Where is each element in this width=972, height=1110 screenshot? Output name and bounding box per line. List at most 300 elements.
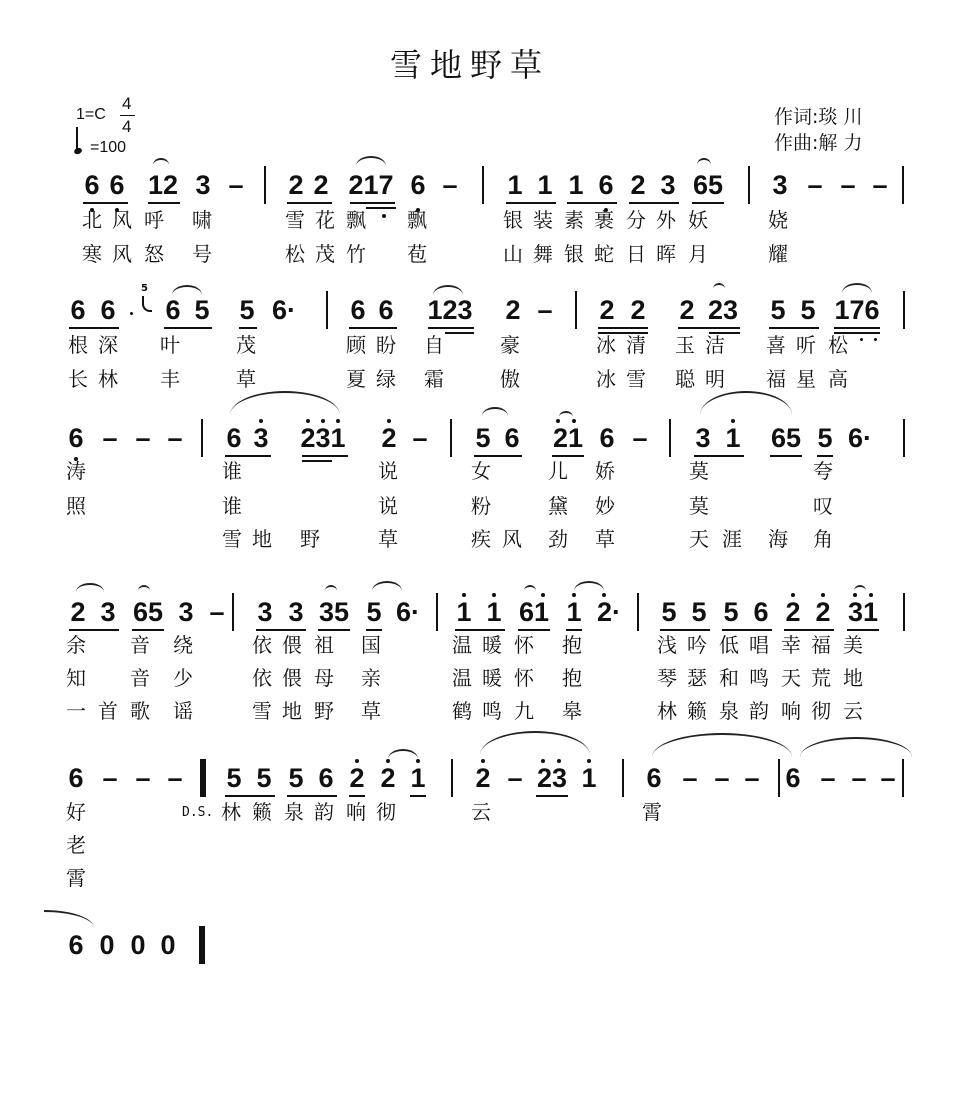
double-bar-line xyxy=(200,759,206,797)
note: 6 xyxy=(599,423,615,453)
lyric: 和 xyxy=(719,666,739,690)
note: 65 xyxy=(692,170,724,200)
lyric: 福 xyxy=(766,367,786,391)
bar-line xyxy=(436,593,438,631)
high-octave-dot xyxy=(416,759,420,763)
lyric: 自 xyxy=(424,333,444,357)
note: 5 xyxy=(475,423,491,453)
lyric: 音 xyxy=(130,633,150,657)
underline xyxy=(148,202,180,204)
lyric: 籁 xyxy=(687,699,707,723)
lyric: 鸣 xyxy=(749,666,769,690)
note: 1 xyxy=(568,170,584,200)
note: 123 xyxy=(427,295,473,325)
lyric: 福 xyxy=(811,633,831,657)
underline xyxy=(694,455,744,457)
note: 61 xyxy=(518,597,550,627)
underline xyxy=(629,202,679,204)
lyric: 母 xyxy=(314,666,334,690)
underline xyxy=(455,629,505,631)
lyric: 茂 xyxy=(236,333,256,357)
bar-line xyxy=(450,419,452,457)
underline xyxy=(678,327,740,329)
lyric: 知 xyxy=(66,666,86,690)
lyric: 飘 xyxy=(346,208,366,232)
underline xyxy=(225,795,275,797)
lyric: 籁 xyxy=(252,800,272,824)
note: 5 xyxy=(239,295,255,325)
note: – xyxy=(537,295,553,325)
note: – xyxy=(102,763,118,793)
key-signature: 1=C xyxy=(76,106,106,123)
note: 1 xyxy=(566,597,582,627)
low-octave-dot xyxy=(874,338,877,341)
underline xyxy=(318,629,350,631)
high-octave-dot xyxy=(355,759,359,763)
lyric: 玉 xyxy=(675,333,695,357)
lyric: 鸣 xyxy=(482,699,502,723)
note: 3 xyxy=(695,423,711,453)
underline xyxy=(474,455,522,457)
note: 2 xyxy=(505,295,521,325)
lyric: 浅 xyxy=(657,633,677,657)
dal-segno-marker: D.S. xyxy=(182,805,214,820)
bar-line xyxy=(637,593,639,631)
credits xyxy=(774,104,862,156)
note: – xyxy=(412,423,428,453)
composer: 作曲:解 力 xyxy=(774,132,863,154)
underline xyxy=(566,629,582,631)
lyric: 韵 xyxy=(749,699,769,723)
note: 31 xyxy=(847,597,879,627)
lyric: 抱 xyxy=(562,666,582,690)
slur xyxy=(697,158,711,165)
underline xyxy=(302,455,348,457)
note: 3 xyxy=(660,170,676,200)
underline xyxy=(366,629,382,631)
note: – xyxy=(682,763,698,793)
note: 5 xyxy=(661,597,677,627)
high-octave-dot xyxy=(492,593,496,597)
lyric: 谣 xyxy=(173,699,193,723)
lyric: 雪 xyxy=(252,699,272,723)
note: 0 xyxy=(130,930,146,960)
slur xyxy=(559,411,573,417)
underline xyxy=(239,327,257,329)
high-octave-dot xyxy=(556,419,560,423)
note: – xyxy=(167,423,183,453)
lyric: 高 xyxy=(828,367,848,391)
lyric: 彻 xyxy=(811,699,831,723)
note: 5 xyxy=(366,597,382,627)
note: – xyxy=(807,170,823,200)
note: 2 xyxy=(70,597,86,627)
lyric: 莫 xyxy=(689,459,709,483)
high-octave-dot xyxy=(321,419,325,423)
note: 6· xyxy=(847,423,872,453)
score-row-3 xyxy=(0,423,972,603)
lyric: 幸 xyxy=(781,633,801,657)
lyric: 韵 xyxy=(314,800,334,824)
lyric: 林 xyxy=(657,699,677,723)
note: 3 xyxy=(253,423,269,453)
lyric: 野 xyxy=(314,699,334,723)
note: 1 xyxy=(725,423,741,453)
lyric: 深 xyxy=(98,333,118,357)
note: 6· xyxy=(395,597,420,627)
note: 5 xyxy=(723,597,739,627)
note: 5 xyxy=(256,763,272,793)
lyric: 涯 xyxy=(722,527,742,551)
lyric: 暖 xyxy=(482,633,502,657)
slur xyxy=(138,585,150,591)
lyric: 草 xyxy=(361,699,381,723)
lyric: 依 xyxy=(252,666,272,690)
note: 2 xyxy=(349,763,365,793)
note: 2 xyxy=(380,763,396,793)
lyric: 吟 xyxy=(687,633,707,657)
underline xyxy=(847,629,879,631)
lyric: 暖 xyxy=(482,666,502,690)
lyric: 晖 xyxy=(656,242,676,266)
note: 6 xyxy=(410,170,426,200)
underline xyxy=(817,455,833,457)
slur xyxy=(713,283,725,289)
lyric: 耀 xyxy=(768,242,788,266)
underline xyxy=(287,795,337,797)
note: – xyxy=(820,763,836,793)
lyric: 国 xyxy=(361,633,381,657)
note: – xyxy=(851,763,867,793)
slur xyxy=(356,156,386,166)
underline xyxy=(506,202,556,204)
lyric: 亲 xyxy=(361,666,381,690)
note: 1 xyxy=(537,170,553,200)
bar-line xyxy=(326,291,328,329)
note: – xyxy=(228,170,244,200)
underline xyxy=(410,795,426,797)
note: 6 xyxy=(598,170,614,200)
lyric: 松 xyxy=(285,242,305,266)
underline xyxy=(225,455,271,457)
bar-line xyxy=(903,419,905,457)
lyric: 丰 xyxy=(160,367,180,391)
underline xyxy=(287,202,332,204)
grace-note: 5 xyxy=(141,283,148,294)
underline xyxy=(567,202,617,204)
note: 2 xyxy=(381,423,397,453)
note: 2 xyxy=(815,597,831,627)
note: 2 xyxy=(313,170,329,200)
lyric: 妙 xyxy=(595,494,615,518)
lyricist: 作词:琰 川 xyxy=(774,106,863,128)
lyric: 依 xyxy=(252,633,272,657)
note: 6 xyxy=(70,295,86,325)
bar-line xyxy=(622,759,624,797)
bar-line xyxy=(575,291,577,329)
lyric: 怀 xyxy=(514,633,534,657)
note: 6 xyxy=(100,295,116,325)
lyric: 顾 xyxy=(346,333,366,357)
slur xyxy=(153,158,169,165)
lyric: 莫 xyxy=(689,494,709,518)
underline xyxy=(692,202,724,204)
lyric: 云 xyxy=(843,699,863,723)
note: 3 xyxy=(288,597,304,627)
note: 3 xyxy=(100,597,116,627)
underline xyxy=(349,327,397,329)
double-underline xyxy=(302,460,332,462)
high-octave-dot xyxy=(853,593,857,597)
bar-line xyxy=(482,166,484,204)
note: 5 xyxy=(817,423,833,453)
note: 21 xyxy=(552,423,584,453)
note: – xyxy=(880,763,896,793)
lyric: 草 xyxy=(236,367,256,391)
slur xyxy=(854,585,866,591)
high-octave-dot xyxy=(541,759,545,763)
lyric: 豪 xyxy=(500,333,520,357)
note: 6 xyxy=(84,170,100,200)
lyric: 霜 xyxy=(424,367,444,391)
lyric: 清 xyxy=(626,333,646,357)
slur xyxy=(325,585,337,591)
lyric: 老 xyxy=(66,833,86,857)
lyric: 低 xyxy=(719,633,739,657)
lyric: 云 xyxy=(471,800,491,824)
note: – xyxy=(632,423,648,453)
lyric: 啸 xyxy=(192,208,212,232)
lyric: 霄 xyxy=(66,866,86,890)
lyric: 黛 xyxy=(548,494,568,518)
note: – xyxy=(135,763,151,793)
lyric: 分 xyxy=(626,208,646,232)
bar-line xyxy=(748,166,750,204)
lyric: 荒 xyxy=(811,666,831,690)
lyric: 喜 xyxy=(766,333,786,357)
lyric: 娇 xyxy=(595,459,615,483)
lyric: 照 xyxy=(66,494,86,518)
lyric: 山 xyxy=(503,242,523,266)
lyric: 林 xyxy=(221,800,241,824)
lyric: 竹 xyxy=(346,242,366,266)
underline xyxy=(164,327,212,329)
lyric: 月 xyxy=(688,242,708,266)
low-octave-dot xyxy=(860,338,863,341)
note: 6 xyxy=(504,423,520,453)
lyric: 苞 xyxy=(407,242,427,266)
lyric: 叹 xyxy=(813,494,833,518)
bar-line xyxy=(902,759,904,797)
note: – xyxy=(840,170,856,200)
lyric: 地 xyxy=(843,666,863,690)
lyric: 天 xyxy=(689,527,709,551)
high-octave-dot xyxy=(731,419,735,423)
high-octave-dot xyxy=(602,593,606,597)
note: 6 xyxy=(109,170,125,200)
high-octave-dot xyxy=(387,419,391,423)
lyric: 寒 xyxy=(82,242,102,266)
lyric: 明 xyxy=(705,367,725,391)
lyric: 祖 xyxy=(314,633,334,657)
high-octave-dot xyxy=(821,593,825,597)
lyric: 盼 xyxy=(376,333,396,357)
score-row-5 xyxy=(0,763,972,943)
note: 3 xyxy=(772,170,788,200)
note: 6 xyxy=(378,295,394,325)
bar-line xyxy=(902,166,904,204)
high-octave-dot xyxy=(462,593,466,597)
underline xyxy=(518,629,550,631)
note: 231 xyxy=(300,423,346,453)
lyric: 说 xyxy=(378,494,398,518)
note: 2 xyxy=(785,597,801,627)
note: 65 xyxy=(770,423,802,453)
high-octave-dot xyxy=(481,759,485,763)
note: 5 xyxy=(226,763,242,793)
lyric: 怒 xyxy=(144,242,164,266)
lyric: 九 xyxy=(514,699,534,723)
note: – xyxy=(714,763,730,793)
note: 6 xyxy=(68,930,84,960)
low-octave-dot xyxy=(382,214,386,218)
note: 5 xyxy=(288,763,304,793)
note: – xyxy=(135,423,151,453)
lyric: 风 xyxy=(112,208,132,232)
note: – xyxy=(442,170,458,200)
lyric: 地 xyxy=(252,527,272,551)
underline xyxy=(552,455,584,457)
note: 2 xyxy=(679,295,695,325)
bar-line xyxy=(778,759,780,797)
lyric: 瑟 xyxy=(687,666,707,690)
lyric: 谁 xyxy=(222,459,242,483)
high-octave-dot xyxy=(336,419,340,423)
lyric: 洁 xyxy=(705,333,725,357)
lyric: 雪 xyxy=(626,367,646,391)
underline xyxy=(834,327,880,329)
lyric: 叶 xyxy=(160,333,180,357)
lyric: 温 xyxy=(452,633,472,657)
lyric: 呼 xyxy=(144,208,164,232)
note: 3 xyxy=(195,170,211,200)
lyric: 偎 xyxy=(282,666,302,690)
lyric: 雪 xyxy=(285,208,305,232)
underline xyxy=(598,327,648,329)
double-underline xyxy=(445,332,474,334)
note: 176 xyxy=(834,295,880,325)
note: 1 xyxy=(456,597,472,627)
lyric: 谁 xyxy=(222,494,242,518)
note: – xyxy=(102,423,118,453)
lyric: 劲 xyxy=(548,527,568,551)
bar-line xyxy=(201,419,203,457)
lyric: 疾 xyxy=(471,527,491,551)
underline xyxy=(132,629,164,631)
final-double-bar-line xyxy=(199,926,205,964)
note: 35 xyxy=(318,597,350,627)
note: 5 xyxy=(691,597,707,627)
lyric: 号 xyxy=(192,242,212,266)
lyric: 裹 xyxy=(594,208,614,232)
note: 3 xyxy=(178,597,194,627)
underline xyxy=(770,455,802,457)
bar-line xyxy=(903,593,905,631)
time-signature-line xyxy=(120,115,135,116)
note: – xyxy=(744,763,760,793)
dot xyxy=(130,312,133,315)
lyric: 一 xyxy=(66,699,86,723)
lyric: 响 xyxy=(781,699,801,723)
tempo: =100 xyxy=(90,139,127,156)
note: 1 xyxy=(581,763,597,793)
lyric: 星 xyxy=(796,367,816,391)
lyric: 松 xyxy=(828,333,848,357)
lyric: 少 xyxy=(173,666,193,690)
lyric: 夏 xyxy=(346,367,366,391)
underline xyxy=(350,202,395,204)
underline xyxy=(660,629,710,631)
lyric: 聪 xyxy=(675,367,695,391)
lyric: 皋 xyxy=(562,699,582,723)
lyric: 偎 xyxy=(282,633,302,657)
lyric: 唱 xyxy=(749,633,769,657)
lyric: 天 xyxy=(781,666,801,690)
lyric: 鹤 xyxy=(452,699,472,723)
note: 23 xyxy=(536,763,568,793)
grace-curve-icon xyxy=(142,296,152,312)
lyric: 霄 xyxy=(642,800,662,824)
lyric: 风 xyxy=(502,527,522,551)
note: 6 xyxy=(165,295,181,325)
lyric: 外 xyxy=(656,208,676,232)
high-octave-dot xyxy=(306,419,310,423)
song-title: 雪地野草 xyxy=(389,46,550,84)
note: 23 xyxy=(707,295,739,325)
lyric: 草 xyxy=(378,527,398,551)
bar-line xyxy=(669,419,671,457)
high-octave-dot xyxy=(386,759,390,763)
slur xyxy=(524,585,536,591)
note: 6 xyxy=(226,423,242,453)
note: 217 xyxy=(348,170,394,200)
lyric: 银 xyxy=(503,208,523,232)
note: 6 xyxy=(646,763,662,793)
underline xyxy=(722,629,772,631)
note: – xyxy=(209,597,225,627)
lyric: 涛 xyxy=(66,459,86,483)
lyric: 蛇 xyxy=(594,242,614,266)
note: 6· xyxy=(271,295,296,325)
lyric: 根 xyxy=(68,333,88,357)
underline xyxy=(769,327,819,329)
lyric: 绕 xyxy=(173,633,193,657)
note: 2 xyxy=(630,170,646,200)
note: 12 xyxy=(147,170,179,200)
note: 1 xyxy=(486,597,502,627)
note: 65 xyxy=(132,597,164,627)
lyric: 音 xyxy=(130,666,150,690)
lyric: 草 xyxy=(595,527,615,551)
bar-line xyxy=(451,759,453,797)
underline xyxy=(428,327,474,329)
note: 0 xyxy=(160,930,176,960)
lyric: 银 xyxy=(564,242,584,266)
lyric: 装 xyxy=(533,208,553,232)
lyric: 女 xyxy=(471,459,491,483)
lyric: 冰 xyxy=(596,367,616,391)
underline xyxy=(536,795,568,797)
